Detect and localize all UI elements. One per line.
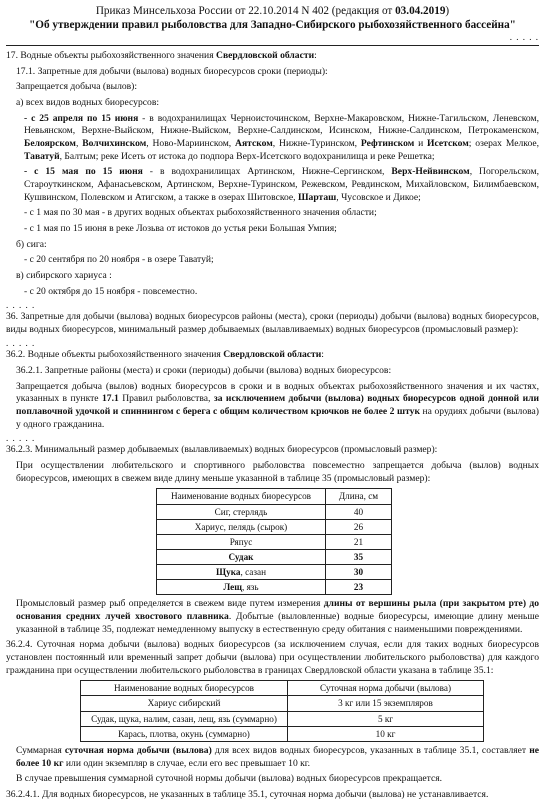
table-row — [81, 726, 484, 741]
ellipsis-marker: . . . . . — [6, 300, 36, 311]
section-36-2-1-text: Запрещается добыча (вылов) водных биоресурсов в сроки и в водных объектах рыбохозяйственного значения и их частях, указанных в пункте 17.1 Правил рыболовства, за исключением добычи (вылова) водных биоресурсов одной донной или поплавочной удочкой и спиннингом с берега с общим количеством крючков не более 2 штук на орудиях добычи (вылова) у одного гражданина. — [16, 380, 540, 430]
section-36-2-4-1: 36.2.4.1. Для водных биоресурсов, не указанных в таблице 35.1, суточная норма добычи (вылова) не устанавливается. — [6, 788, 489, 800]
table-row — [157, 534, 392, 549]
table-row — [157, 565, 392, 580]
header-divider — [6, 45, 539, 46]
table-header-row — [81, 681, 484, 696]
table-cell-value: 26 — [326, 519, 392, 534]
table-row — [157, 580, 392, 595]
table-row — [81, 696, 484, 711]
table-cell-value: 3 кг или 15 экземпляров — [288, 696, 484, 711]
section-36-2-3-text: При осуществлении любительского и спортивного рыболовства повсеместно запрещается добыча (вылов) водных биоресурсов, имеющих в свежем виде длину меньше указанной в таблице 35 (промысловый размер): — [16, 460, 539, 484]
item-a: а) всех видов водных биоресурсов: — [16, 96, 160, 108]
table-cell-value: 21 — [326, 534, 392, 549]
item-a-2: - с 15 мая по 15 июня - в водохранилищах Артинском, Нижне-Сергинском, Верх-Нейвинском, Погорельском, Староуткинском, Афанасьевском, Артинском, Верхне-Туринском, Режевском, Ревдинском, Михайловском, Билимбаевском, Кушвинском, Полевском и Атигском, а также в озерах Шитовское, Шарташ, Чусовское и Дикое; — [24, 166, 540, 203]
table-header-cell: Длина, см — [326, 489, 392, 504]
table-cell-name: Хариус, пелядь (сырок) — [157, 519, 326, 534]
table-row — [157, 549, 392, 564]
table-header-cell: Наименование водных биоресурсов — [157, 489, 326, 504]
table-cell-name: Судак — [157, 549, 326, 564]
section-36-2-4: 36.2.4. Суточная норма добычи (вылова) водных биоресурсов (за исключением случая, если для таких водных биоресурсов установлен постоянный или временный запрет добычи (вылова) при осуществлении любительского рыболовства) для каждого гражданина при осуществлении любительского рыболовства в границах Свердловской области указана в таблице 35.1: — [6, 639, 539, 676]
table-cell-value: 30 — [326, 565, 392, 580]
section-36-title: 36. Запретные для добычи (вылова) водных биоресурсов районы (места), сроки (периоды) добычи (вылова) водных биоресурсов, виды водных биоресурсов, минимальный размер добываемых (вылавливаемых) водных биоресурсов (промысловый размер): — [6, 311, 539, 335]
section-17-1: 17.1. Запретные для добычи (вылова) водных биоресурсов сроки (периоды): — [16, 65, 328, 77]
table-row — [157, 504, 392, 519]
excess-text: В случае превышения суммарной суточной нормы добычи (вылова) водных биоресурсов прекращается. — [16, 773, 443, 785]
table-cell-value: 40 — [326, 504, 392, 519]
item-a-4: - с 1 мая по 15 июня в реке Лозьва от истоков до устья реки Большая Умпия; — [24, 222, 337, 234]
prohibited-label: Запрещается добыча (вылов): — [16, 81, 138, 93]
table-cell-value: 23 — [326, 580, 392, 595]
table-row — [157, 519, 392, 534]
item-b-1: - с 20 сентября по 20 ноября - в озере Таватуй; — [24, 254, 214, 266]
table-header-cell: Суточная норма добычи (вылова) — [288, 681, 484, 696]
table-cell-name: Карась, плотва, окунь (суммарно) — [81, 726, 288, 741]
item-v-1: - с 20 октября до 15 ноября - повсеместно. — [24, 285, 198, 297]
table-35 — [156, 488, 392, 595]
table-cell-value: 35 — [326, 549, 392, 564]
table-cell-name: Хариус сибирский — [81, 696, 288, 711]
table-row — [81, 711, 484, 726]
document-header — [6, 4, 539, 32]
header-line-1: Приказ Минсельхоза России от 22.10.2014 N 402 (редакция от 03.04.2019) — [95, 5, 450, 17]
section-36-2-3: 36.2.3. Минимальный размер добываемых (вылавливаемых) водных биоресурсов (промысловый размер): — [6, 444, 438, 456]
table-cell-name: Судак, щука, налим, сазан, лещ, язь (суммарно) — [81, 711, 288, 726]
table-cell-value: 5 кг — [288, 711, 484, 726]
item-a-1: - с 25 апреля по 15 июня - в водохранилищах Черноисточинском, Верхне-Макаровском, Нижне-Тагильском, Леневском, Невьянском, Верхне-Выйском, Нижне-Выйском, Верхне-Салдинском, Исинском, Нижне-Салдинском, Петрокаменском, Белоярском, Волчихинском, Ново-Мариинском, Аятском, Нижне-Туринском, Рефтинском и Исетском; озерах Мелкое, Таватуй, Балтым; реке Исеть от истока до подпора Верх-Исетского водохранилища и реке Решетка; — [24, 112, 540, 162]
section-36-2: 36.2. Водные объекты рыбохозяйственного значения Свердловской области: — [6, 349, 324, 361]
table-cell-name: Щука, сазан — [157, 565, 326, 580]
ellipsis-marker: . . . . . — [6, 433, 36, 444]
header-line-2: "Об утверждении правил рыболовства для Западно-Сибирского рыбохозяйственного бассейна" — [29, 19, 516, 31]
table-cell-value: 10 кг — [288, 726, 484, 741]
daily-norm-summary: Суммарная суточная норма добычи (вылова) для всех видов водных биоресурсов, указанных в таблице 35.1, составляет не более 10 кг или один экземпляр в случае, если его вес превышает 10 кг. — [16, 744, 539, 769]
table-cell-name: Лещ, язь — [157, 580, 326, 595]
table-cell-name: Сиг, стерлядь — [157, 504, 326, 519]
table-header-cell: Наименование водных биоресурсов — [81, 681, 288, 696]
section-36-2-1: 36.2.1. Запретные районы (места) и сроки (периоды) добычи (вылова) водных биоресурсов: — [16, 365, 392, 377]
ellipsis-marker: . . . . . — [509, 32, 539, 42]
item-a-3: - с 1 мая по 30 мая - в других водных объектах рыбохозяйственного значения области; — [24, 207, 377, 219]
ellipsis-marker: . . . . . — [6, 338, 36, 349]
section-17-title: 17. Водные объекты рыбохозяйственного значения Свердловской области: — [6, 50, 317, 61]
item-v: в) сибирского хариуса : — [16, 269, 112, 281]
table-cell-name: Ряпус — [157, 534, 326, 549]
item-b: б) сига: — [16, 238, 47, 250]
table-header-row — [157, 489, 392, 504]
measurement-text: Промысловый размер рыб определяется в свежем виде путем измерения длины от вершины рыла (при закрытом рте) до основания средних лучей хвостового плавника. Добытые (выловленные) водные биоресурсы, имеющие длину меньше указанной в таблице 35, подлежат немедленному выпуску в естественную среду обитания с наименьшими повреждениями. — [16, 598, 540, 635]
table-35-1 — [80, 680, 484, 742]
